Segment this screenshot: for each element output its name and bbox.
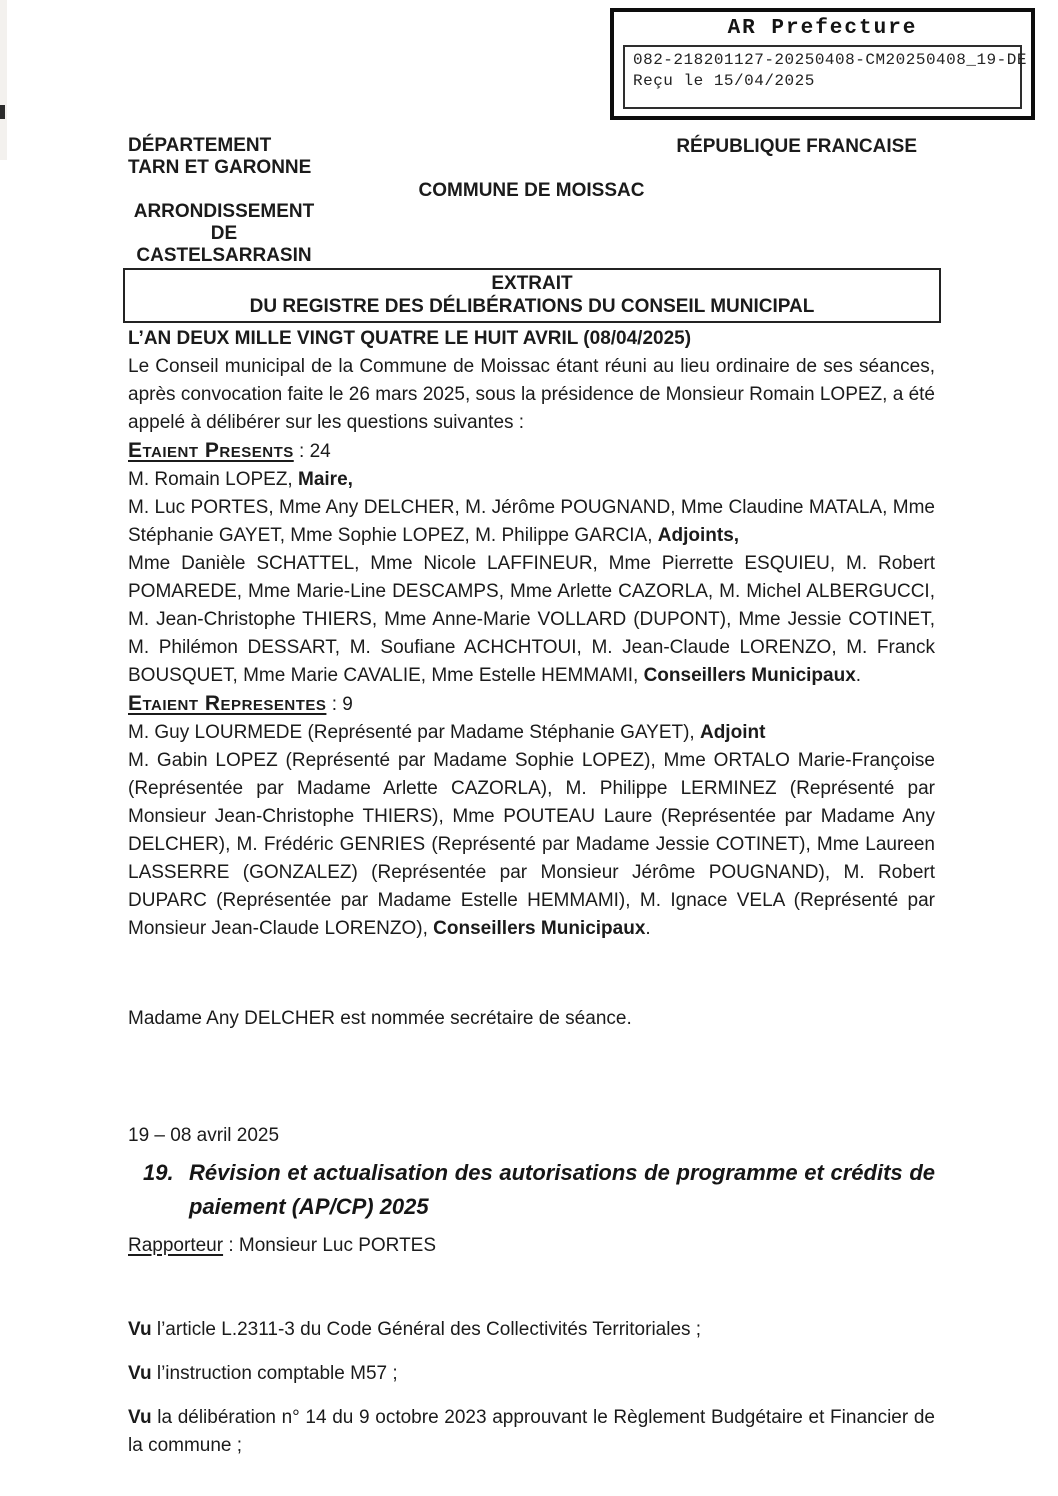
representes-label: Etaient Representes — [128, 692, 327, 715]
department-name: TARN ET GARONNE — [128, 157, 312, 178]
representes-conseillers — [128, 747, 935, 943]
rapporteur-label: Rapporteur — [128, 1235, 224, 1256]
adjoints-role: Adjoints, — [657, 525, 740, 546]
vu-text: l’instruction comptable M57 ; — [151, 1363, 398, 1384]
vu-prefix: Vu — [128, 1407, 152, 1428]
representes-names: M. Gabin LOPEZ (Représenté par Madame Sophie LOPEZ), Mme ORTALO Marie-Françoise (Représentée par Madame Arlette CAZORLA), M. Philippe LERMINEZ (Représenté par Monsieur Jean-Christophe THIERS), Mme POUTEAU Laure (Représentée par Madame Any DELCHER), M. Frédéric GENRIES (Représenté par Madame Jessie COTINET), Mme Laureen LASSERRE (GONZALEZ) (Représentée par Monsieur Jérôme POUGNAND), M. Robert DUPARC (Représentée par Madame Estelle HEMMAMI), M. Ignace VELA (Représenté par Monsieur Jean-Claude LORENZO), — [128, 750, 935, 939]
stamp-received-date: Reçu le 15/04/2025 — [633, 72, 815, 90]
conseillers-suffix: . — [855, 665, 862, 686]
commune-title: COMMUNE DE MOISSAC — [418, 180, 645, 201]
arrondissement-line: ARRONDISSEMENT — [133, 201, 315, 222]
presents-label: Etaient Presents — [128, 439, 294, 462]
adjoints-presents — [128, 494, 935, 550]
vu-deliberation — [128, 1404, 935, 1460]
session-intro: Le Conseil municipal de la Commune de Moissac étant réuni au lieu ordinaire de ses séances, après convocation faite le 26 mars 2025, sous la présidence de Monsieur Romain LOPEZ, a été appelé à délibérer sur les questions suivantes : — [128, 356, 935, 433]
extrait-box — [123, 268, 941, 323]
arrondissement-de: DE — [210, 223, 238, 244]
department-line: DÉPARTEMENT — [128, 135, 272, 156]
stamp-code: 082-218201127-20250408-CM20250408_19-DE — [633, 51, 1027, 69]
conseillers-presents — [128, 550, 935, 690]
extrait-title: EXTRAIT — [491, 273, 573, 294]
secretary-line: Madame Any DELCHER est nommée secrétaire de séance. — [128, 1008, 632, 1029]
item-number: 19. — [143, 1160, 174, 1185]
rapporteur-name: : Monsieur Luc PORTES — [223, 1235, 437, 1256]
item-title-text: Révision et actualisation des autorisations de programme et crédits de paiement (AP/CP) 2025 — [189, 1160, 935, 1219]
vu-instruction — [128, 1360, 935, 1388]
extrait-subtitle: DU REGISTRE DES DÉLIBÉRATIONS DU CONSEIL MUNICIPAL — [249, 296, 815, 317]
session-date-line: L’AN DEUX MILLE VINGT QUATRE LE HUIT AVRIL (08/04/2025) — [128, 328, 692, 349]
presents-count: : 24 — [293, 441, 331, 462]
letterhead — [128, 133, 935, 268]
arrondissement-name: CASTELSARRASIN — [136, 245, 312, 266]
representes-adjoint-role: Adjoint — [699, 722, 766, 743]
prefecture-stamp — [610, 8, 1035, 120]
maire-name: M. Romain LOPEZ, — [128, 469, 298, 490]
rapporteur-line — [128, 1232, 935, 1260]
item-title — [128, 1156, 935, 1224]
representes-adjoint-name: M. Guy LOURMEDE (Représenté par Madame Stéphanie GAYET), — [128, 722, 700, 743]
maire-role: Maire, — [298, 469, 353, 490]
document-body — [128, 133, 935, 1460]
scan-edge-artifact — [0, 0, 7, 160]
representes-adjoint-line — [128, 719, 935, 747]
conseillers-role: Conseillers Municipaux — [643, 665, 856, 686]
vu-text: la délibération n° 14 du 9 octobre 2023 approuvant le Règlement Budgétaire et Financier de la commune ; — [128, 1407, 935, 1456]
maire-line — [128, 466, 935, 494]
arrondissement-block — [128, 201, 320, 267]
representes-label-line — [128, 690, 935, 719]
vu-prefix: Vu — [128, 1363, 152, 1384]
republique-title: RÉPUBLIQUE FRANCAISE — [676, 136, 917, 157]
stamp-title: AR Prefecture — [727, 17, 918, 40]
representes-suffix: . — [645, 918, 651, 939]
conseillers-names: Mme Danièle SCHATTEL, Mme Nicole LAFFINEUR, Mme Pierrette ESQUIEU, M. Robert POMAREDE, Mme Marie-Line DESCAMPS, Mme Arlette CAZORLA, M. Michel ALBERGUCCI, M. Jean-Christophe THIERS, Mme Anne-Marie VOLLARD (DUPONT), Mme Jessie COTINET, M. Philémon DESSART, M. Soufiane ACHCHTOUI, M. Jean-Claude LORENZO, M. Franck BOUSQUET, Mme Marie CAVALIE, Mme Estelle HEMMAMI, — [128, 553, 935, 686]
vu-prefix: Vu — [128, 1319, 152, 1340]
scan-edge-mark — [0, 105, 5, 119]
vu-article — [128, 1316, 935, 1344]
vu-text: l’article L.2311-3 du Code Général des Collectivités Territoriales ; — [151, 1319, 702, 1340]
representes-count: : 9 — [326, 694, 353, 715]
stamp-inner-box — [623, 45, 1027, 109]
adjoints-names: M. Luc PORTES, Mme Any DELCHER, M. Jérôme POUGNAND, Mme Claudine MATALA, Mme Stéphanie GAYET, Mme Sophie LOPEZ, M. Philippe GARCIA, — [128, 497, 935, 546]
presents-label-line — [128, 437, 935, 466]
representes-role: Conseillers Municipaux — [433, 918, 646, 939]
item-ref: 19 – 08 avril 2025 — [128, 1125, 280, 1146]
